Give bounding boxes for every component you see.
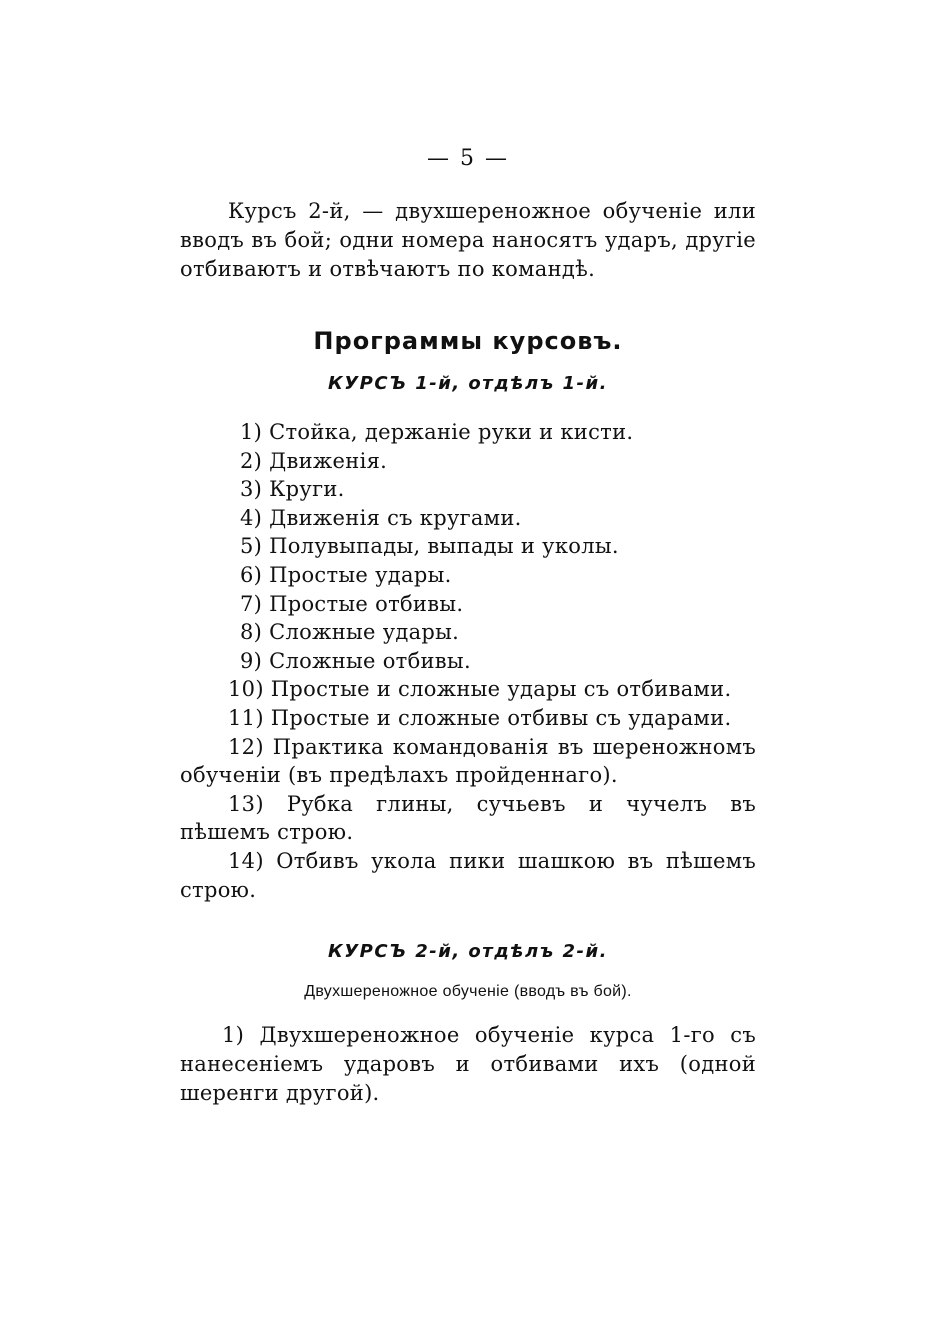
list-item: 1) Стойка, держаніе руки и кисти.: [240, 420, 634, 444]
list-item: 5) Полувыпады, выпады и уколы.: [240, 534, 619, 559]
section-2-subtitle: Двухшереножное обученіе (вводъ въ бой).: [304, 983, 632, 1000]
list-item: 4) Движенія съ кругами.: [240, 505, 522, 530]
intro-paragraph-block: [180, 197, 756, 284]
section-1-list: [180, 418, 756, 904]
intro-paragraph: Курсъ 2-й, — двухшереножное обученіе или вводъ въ бой; одни номера наносятъ ударъ, другіе отбиваютъ и отвѣчаютъ по командѣ.: [180, 199, 756, 281]
list-item: 14) Отбивъ укола пики шашкою въ пѣшемъ строю.: [180, 848, 756, 902]
section-2-title: КУРСЪ 2-й, отдѣлъ 2-й.: [328, 941, 608, 962]
list-item: 10) Простые и сложные удары съ отбивами.: [228, 677, 732, 702]
list-item: 2) Движенія.: [240, 448, 388, 473]
page-number: — 5 —: [427, 146, 509, 171]
section-1-title: КУРСЪ 1-й, отдѣлъ 1-й.: [328, 373, 608, 394]
list-item: 12) Практика командованія въ шереножномъ обученіи (въ предѣлахъ пройденнаго).: [180, 734, 756, 788]
list-item: 3) Круги.: [240, 477, 345, 502]
list-item: 6) Простые удары.: [240, 562, 452, 587]
list-item: 9) Сложные отбивы.: [240, 648, 471, 673]
list-item: 7) Простые отбивы.: [240, 591, 464, 616]
list-item: 1) Двухшереножное обученіе курса 1-го съ нанесеніемъ ударовъ и отбивами ихъ (одной шеренги другой).: [180, 1023, 756, 1105]
list-item: 11) Простые и сложные отбивы съ ударами.: [228, 705, 732, 730]
page-heading: Программы курсовъ.: [313, 327, 623, 355]
list-item: 13) Рубка глины, сучьевъ и чучелъ въ пѣшемъ строю.: [180, 791, 756, 845]
section-2-list: [180, 1021, 756, 1108]
list-item: 8) Сложные удары.: [240, 620, 460, 645]
